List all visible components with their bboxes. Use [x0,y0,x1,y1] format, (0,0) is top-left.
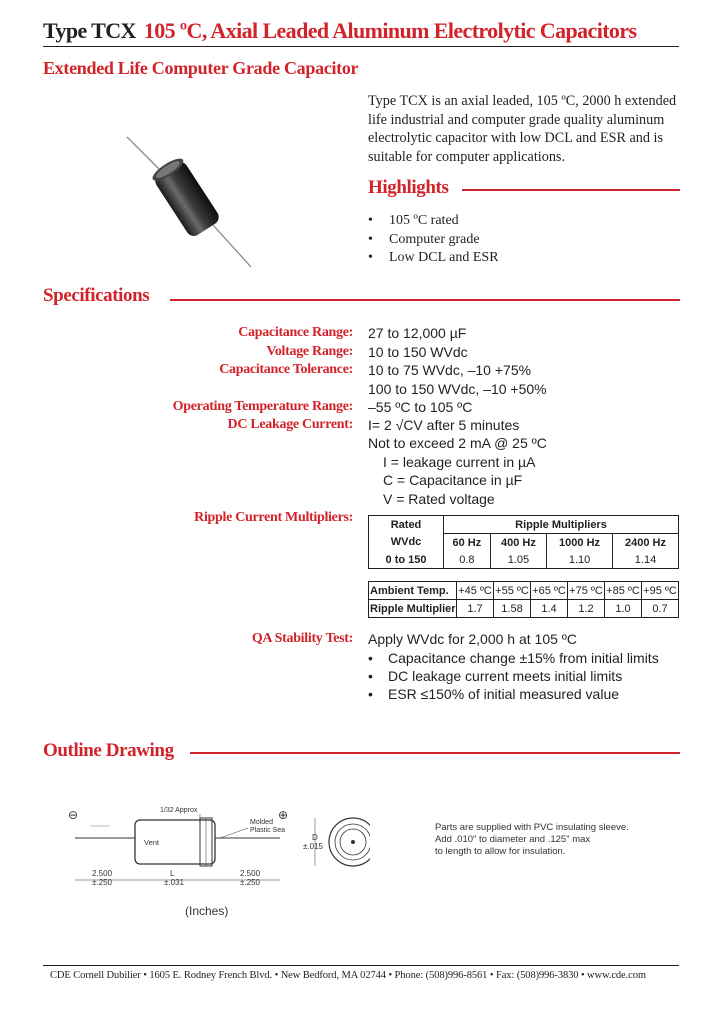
list-item: • Computer grade [368,231,480,247]
dc-leakage-line3: I = leakage current in µA [383,454,536,470]
footer-address: CDE Cornell Dubilier • 1605 E. Rodney French Blvd. • New Bedford, MA 02744 • Phone: (508)996-8561 • Fax: (508)996-3830 • www.cde.com [50,970,646,981]
outline-drawing [60,800,370,900]
lead-dim-left: 2.500 [92,869,113,878]
title-text: 105 ºC, Axial Leaded Aluminum Electrolytic Capacitors [143,18,637,43]
molded-label-2: Plastic Sea [250,827,286,834]
ripple-frequency-table [368,515,679,569]
temp-header: +65 ºC [531,582,568,600]
length-label: L [170,869,175,878]
list-item: • Capacitance change ±15% from initial limits [368,650,659,666]
type-prefix: Type TCX [43,18,136,43]
rated-header: Rated [369,516,444,534]
dc-leakage-line5: V = Rated voltage [383,491,495,507]
capacitance-range-label: Capacitance Range: [238,325,353,340]
diameter-tol: ±.015 [303,842,323,851]
temp-header: +55 ºC [494,582,531,600]
table-row [369,551,679,569]
capacitance-tolerance-line2: 100 to 150 WVdc, –10 +50% [368,381,547,397]
diameter-label: D [312,833,318,842]
temp-value: 1.7 [457,600,494,618]
freq-header: 60 Hz [444,534,491,552]
highlights-rule [462,189,680,191]
length-tol: ±.031 [164,878,184,887]
freq-value: 1.14 [613,551,679,569]
table-row [369,582,679,600]
ripple-multiplier-label: Ripple Multiplier [369,600,457,618]
approx-label: 1/32 Approx [160,807,198,814]
highlights-list [368,212,499,268]
temp-header: +75 ºC [568,582,605,600]
voltage-row-label: 0 to 150 [369,551,444,569]
inches-label: (Inches) [185,904,229,918]
capacitance-tolerance-label: Capacitance Tolerance: [219,362,353,377]
temp-value: 0.7 [642,600,679,618]
outline-notes: Parts are supplied with PVC insulating sleeve. Add .010" to diameter and .125" max to length to allow for insulation. [435,822,629,857]
outline-heading: Outline Drawing [43,740,174,761]
outline-rule [190,752,680,754]
temp-value: 1.2 [568,600,605,618]
ripple-label: Ripple Current Multipliers: [194,510,353,525]
page-title [43,18,679,46]
freq-value: 0.8 [444,551,491,569]
temp-header: +45 ºC [457,582,494,600]
list-item: • 105 ºC rated [368,213,459,228]
temp-value: 1.4 [531,600,568,618]
dc-leakage-label: DC Leakage Current: [227,417,353,432]
operating-temp-value: –55 ºC to 105 ºC [368,399,473,415]
capacitance-tolerance-line1: 10 to 75 WVdc, –10 +75% [368,362,532,378]
molded-label-1: Molded [250,819,273,826]
plus-terminal-icon: ⊕ [278,808,289,822]
dc-leakage-line1: I= 2 √CV after 5 minutes [368,417,520,433]
temp-value: 1.58 [494,600,531,618]
footer-rule [43,965,679,966]
table-row [369,600,679,618]
voltage-range-label: Voltage Range: [266,344,353,359]
lead-tol-left: ±.250 [92,878,112,887]
multipliers-header: Ripple Multipliers [444,516,679,534]
capacitor-photo [125,135,255,270]
capacitance-range-value: 27 to 12,000 µF [368,325,467,341]
table-row [369,534,679,552]
intro-text: Type TCX is an axial leaded, 105 ºC, 2000 h extended life industrial and computer grade quality aluminum electrolytic capacitor with low DCL and ESR and is suitable for computer applications. [368,93,677,165]
freq-value: 1.05 [490,551,546,569]
freq-header: 2400 Hz [613,534,679,552]
list-item: • DC leakage current meets initial limits [368,668,623,684]
temp-header: +95 ºC [642,582,679,600]
freq-header: 1000 Hz [547,534,613,552]
specifications-rule [170,299,680,301]
minus-terminal-icon: ⊖ [68,808,79,822]
temp-header: +85 ºC [605,582,642,600]
table-row [369,516,679,534]
list-item: • ESR ≤150% of initial measured value [368,686,620,702]
ambient-temp-label: Ambient Temp. [369,582,457,600]
dc-leakage-line4: C = Capacitance in µF [383,472,523,488]
freq-value: 1.10 [547,551,613,569]
lead-dim-right: 2.500 [240,869,261,878]
operating-temp-label: Operating Temperature Range: [172,399,353,414]
wvdc-header: WVdc [369,534,444,552]
freq-header: 400 Hz [490,534,546,552]
vent-label: Vent [144,838,160,847]
specifications-heading: Specifications [43,285,150,306]
subtitle: Extended Life Computer Grade Capacitor [43,58,359,78]
lead-tol-right: ±.250 [240,878,260,887]
qa-label: QA Stability Test: [251,631,353,646]
highlights-heading: Highlights [368,177,449,198]
list-item: • Low DCL and ESR [368,250,499,265]
ripple-temperature-table [368,581,679,618]
title-rule [43,46,679,47]
voltage-range-value: 10 to 150 WVdc [368,344,468,360]
dc-leakage-line2: Not to exceed 2 mA @ 25 ºC [368,435,547,451]
qa-line: Apply WVdc for 2,000 h at 105 ºC [368,631,578,647]
temp-value: 1.0 [605,600,642,618]
